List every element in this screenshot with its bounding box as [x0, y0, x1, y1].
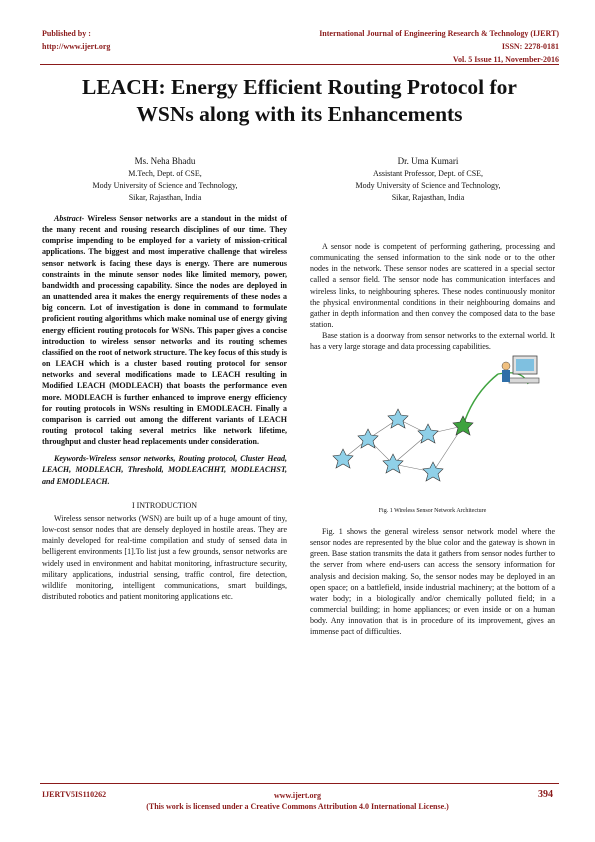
abstract-label: Abstract- [54, 214, 85, 223]
page-number: 394 [538, 789, 553, 800]
right-column-lower [310, 526, 555, 638]
body-paragraph: A sensor node is competent of performing gathering, processing and communicating the sensed information to the sink node or to the other nodes in the network. These sensor nodes are scattered in a special sector called a sensor field. The sensor node has communication interfaces and wireless links, to neighbouring spheres. These nodes continuously monitor the physical environmental conditions in their neighbouring domains and gather in depth information and then convey the composed data to the base station. [310, 242, 555, 330]
gateway-node [453, 416, 473, 435]
license-note: (This work is licensed under a Creative Commons Attribution 4.0 International License.) [146, 802, 449, 811]
paper-id: IJERTV5IS110262 [42, 790, 107, 799]
keywords: Keywords-Wireless sensor networks, Routing protocol, Cluster Head, LEACH, MODLEACH, Threshold, MODLEACHHT, MODLEACHST, and EMODLEACH. [42, 454, 287, 486]
header-rule [40, 64, 559, 65]
site-link[interactable]: http://www.ijert.org [42, 42, 111, 51]
author-1 [45, 155, 285, 204]
author-location: Sikar, Rajasthan, India [391, 193, 465, 202]
figure-caption: Fig. 1 Wireless Sensor Network Architecture [378, 508, 487, 514]
sensor-nodes [333, 409, 443, 481]
author-affiliation: Mody University of Science and Technology, [92, 181, 238, 190]
section-heading-introduction: I INTRODUCTION [131, 500, 198, 510]
author-affiliation: Mody University of Science and Technology, [355, 181, 501, 190]
volume-issue: Vol. 5 Issue 11, November-2016 [452, 55, 559, 64]
title-line-2: WSNs along with its Enhancements [136, 102, 463, 126]
footer-rule [40, 783, 559, 784]
author-affiliation: Assistant Professor, Dept. of CSE, [372, 169, 484, 178]
computer-icon [502, 356, 539, 383]
journal-name: International Journal of Engineering Research & Technology (IJERT) [319, 29, 559, 38]
author-name: Dr. Uma Kumari [397, 156, 459, 166]
body-paragraph: Base station is a doorway from sensor networks to the external world. It has a very large storage and data processing capabilities. [310, 331, 555, 352]
header-left [42, 27, 110, 53]
footer-site-link[interactable]: www.ijert.org [273, 791, 322, 800]
header-right [319, 27, 559, 66]
author-location: Sikar, Rajasthan, India [128, 193, 202, 202]
sensor-node [388, 409, 408, 428]
intro-paragraph: Wireless sensor networks (WSN) are built up of a huge amount of tiny, low-cost sensor nodes that are densely deployed in hostile areas. They are mainly developed for real-time compilation and study of sensed data in belligerent environments [1].To list just a few grounds, sensor networks are widely used in environment and habitat monitoring, infrastructure security, military applications, industrial sensing, traffic control, fire detection, wildlife monitoring, intelligent communications, smart buildings, distributed robotics and patient monitoring applications etc. [42, 513, 287, 601]
issn: ISSN: 2278-0181 [501, 42, 559, 51]
footer-center [0, 790, 595, 812]
right-column [310, 213, 555, 353]
body-paragraph: Fig. 1 shows the general wireless sensor network model where the sensor nodes are represented by the blue color and the gateway is shown in green. Base station transmits the data it gathers from sensor nodes further to the server from where end-users can access the sensory information for analysis and decision making. So, the sensor nodes may be deployed in an open space; on a battlefield, inside industrial machinery; at the bottom of a water body; in a biologically and/or chemically polluted field; in a commercial building; in home appliances; or even inside or on a human body. Any innovation that is in procedure of its improvement, gives an immense pact of difficulties. [310, 527, 555, 637]
sensor-node [423, 462, 443, 481]
author-2 [308, 155, 548, 204]
left-column [42, 213, 287, 602]
abstract-text: Wireless Sensor networks are a standout in the midst of the many recent and rousing research disciplines of our time. They comprise impending to be employed for a variety of mission-critical applications. The biggest and most imperative challenge that wireless sensor network is facing these days is energy. There are numerous constraints in the minute sensor nodes like limited memory, power, bandwidth and processing capability. Since the nodes are deployed in an unattended area it makes the energy requirements of these nodes a big concern. Lot of investigation is done in command to formulate proficient routing algorithms which make nominal use of energy giving energy efficient routing protocols for WSNs. This paper gives a concise introduction to wireless sensor networks and its routing schemes classified on the root of network structure. The key focus of this study is on LEACH which is a cluster based routing protocol for sensor networks and several modifications made to LEACH resulting in Modified LEACH (MODLEACH) that boasts the performance even more. MODLEACH is further enhanced to improve energy efficiency for routing protocols in WSNs resulting in EMODLEACH. Finally a comparison is carried out among the different variants of LEACH routing protocol taking several metrics like network lifetime, throughput and cluster head replacements under consideration. [42, 214, 287, 447]
sensor-node [333, 449, 353, 468]
published-by: Published by : [42, 29, 91, 38]
author-name: Ms. Neha Bhadu [134, 156, 196, 166]
author-affiliation: M.Tech, Dept. of CSE, [128, 169, 202, 178]
wsn-architecture-figure [323, 354, 543, 494]
sensor-node [358, 429, 378, 448]
gateway-link [463, 374, 498, 426]
paper-title [40, 74, 559, 128]
abstract [42, 213, 287, 447]
title-line-1: LEACH: Energy Efficient Routing Protocol for [82, 75, 517, 99]
